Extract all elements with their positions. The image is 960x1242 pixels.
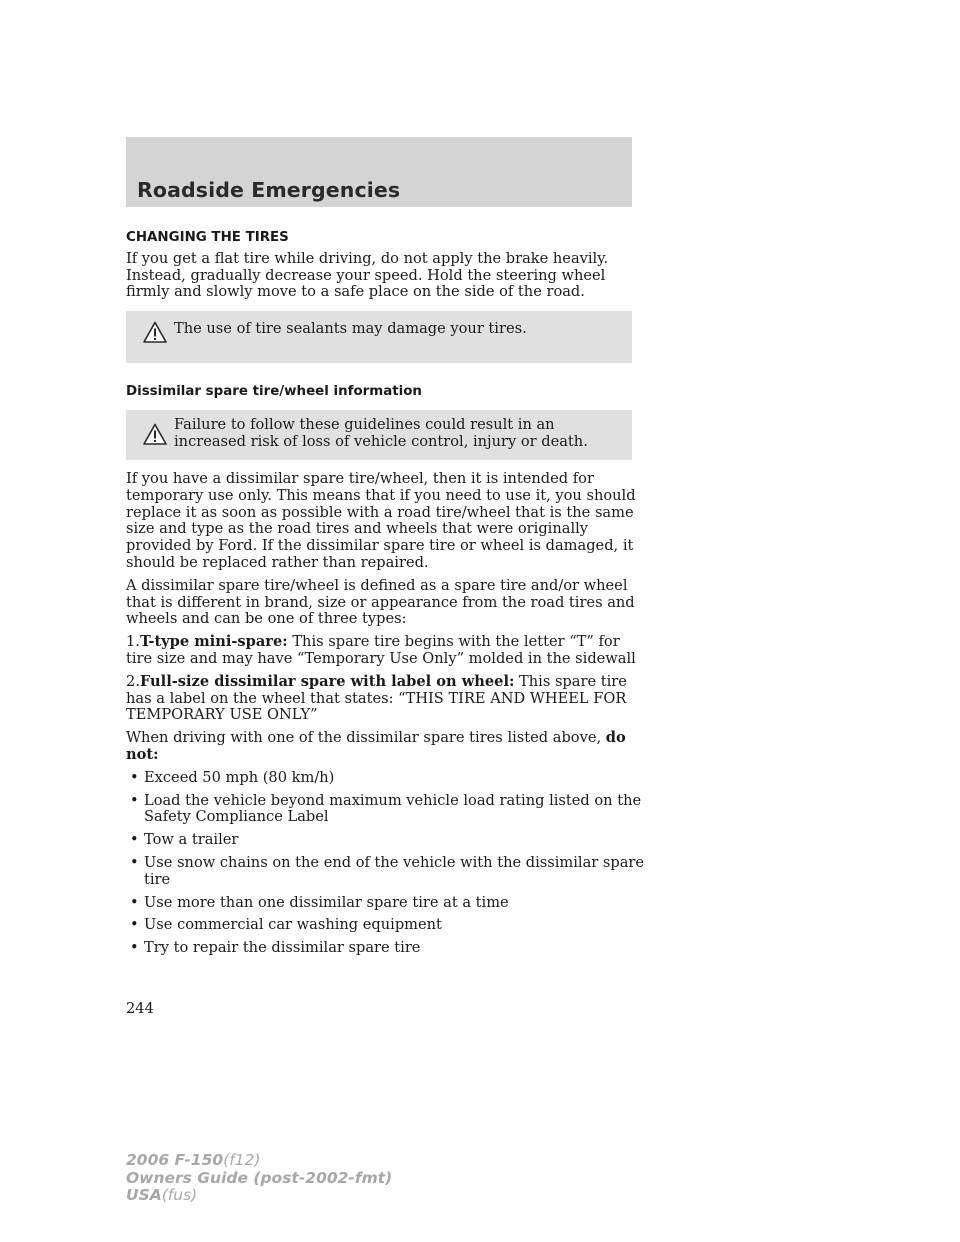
dissimilar-heading: Dissimilar spare tire/wheel information <box>126 384 422 400</box>
list-item: • Load the vehicle beyond maximum vehicle load rating listed on the Safety Compliance Label <box>130 791 642 826</box>
bullet: • <box>130 916 139 934</box>
list-item: • Use snow chains on the end of the vehicle with the dissimilar spare tire <box>130 853 645 888</box>
warning-triangle-icon <box>143 423 167 445</box>
bullet: • <box>130 893 139 911</box>
page-content <box>126 230 646 957</box>
page-number: 244 <box>126 1000 154 1017</box>
bullet: • <box>130 939 139 957</box>
type-label: T-type mini-spare: <box>139 633 288 651</box>
warning-text-guidelines: Failure to follow these guidelines could result in an increased risk of loss of vehicle control, injury or death. <box>174 415 588 450</box>
type-text: This spare tire begins with the letter “T” for tire size and may have “Temporary Use Only” molded in the sidewall <box>126 633 636 667</box>
changing-tires-heading: CHANGING THE TIRES <box>126 230 289 245</box>
list-item: • Tow a trailer <box>130 831 239 849</box>
do-not-list <box>126 770 646 957</box>
bullet: • <box>130 791 139 809</box>
dissimilar-paragraph-2: A dissimilar spare tire/wheel is defined as a spare tire and/or wheel that is different in brand, size or appearance from the road tires and wheels and can be one of three types: <box>126 576 635 628</box>
dissimilar-paragraph-1: If you have a dissimilar spare tire/wheel, then it is intended for temporary use only. This means that if you need to use it, you should replace it as soon as possible with a road tire/wheel that is the same size and type as the road tires and wheels that were originally provided by Ford. If the dissimilar spare tire or wheel is damaged, it should be replaced rather than repaired. <box>126 469 636 571</box>
list-item: • Use more than one dissimilar spare tire at a time <box>130 893 509 911</box>
type-item-2 <box>126 674 646 724</box>
driving-intro <box>126 730 646 764</box>
bullet: • <box>130 831 139 849</box>
type-text: This spare tire has a label on the wheel that states: “THIS TIRE AND WHEEL FOR TEMPORARY USE ONLY” <box>126 672 627 724</box>
footer-imprint: 2006 F-150(f12) Owners Guide (post-2002-fmt) USA(fus) <box>126 1151 393 1205</box>
intro-paragraph: If you get a flat tire while driving, do not apply the brake heavily. Instead, gradually decrease your speed. Hold the steering wheel firmly and slowly move to a safe place on the side of the road. <box>126 249 609 301</box>
bullet: • <box>130 768 139 786</box>
bullet: • <box>130 853 139 871</box>
type-label: Full-size dissimilar spare with label on wheel: <box>139 672 515 690</box>
type-number: 2. <box>126 672 140 690</box>
warning-box-sealants <box>126 311 632 363</box>
warning-triangle-icon <box>143 321 167 343</box>
list-item: • Use commercial car washing equipment <box>130 916 442 934</box>
type-item-1 <box>126 634 646 668</box>
list-item: • Try to repair the dissimilar spare tire <box>130 939 421 957</box>
warning-box-guidelines <box>126 410 632 460</box>
section-title: Roadside Emergencies <box>137 178 401 202</box>
driving-emphasis: do not: <box>126 729 626 763</box>
type-number: 1. <box>126 633 140 651</box>
list-item: • Exceed 50 mph (80 km/h) <box>130 768 335 786</box>
driving-intro-text: When driving with one of the dissimilar spare tires listed above, <box>126 729 602 747</box>
warning-text-sealants: The use of tire sealants may damage your tires. <box>174 320 527 338</box>
